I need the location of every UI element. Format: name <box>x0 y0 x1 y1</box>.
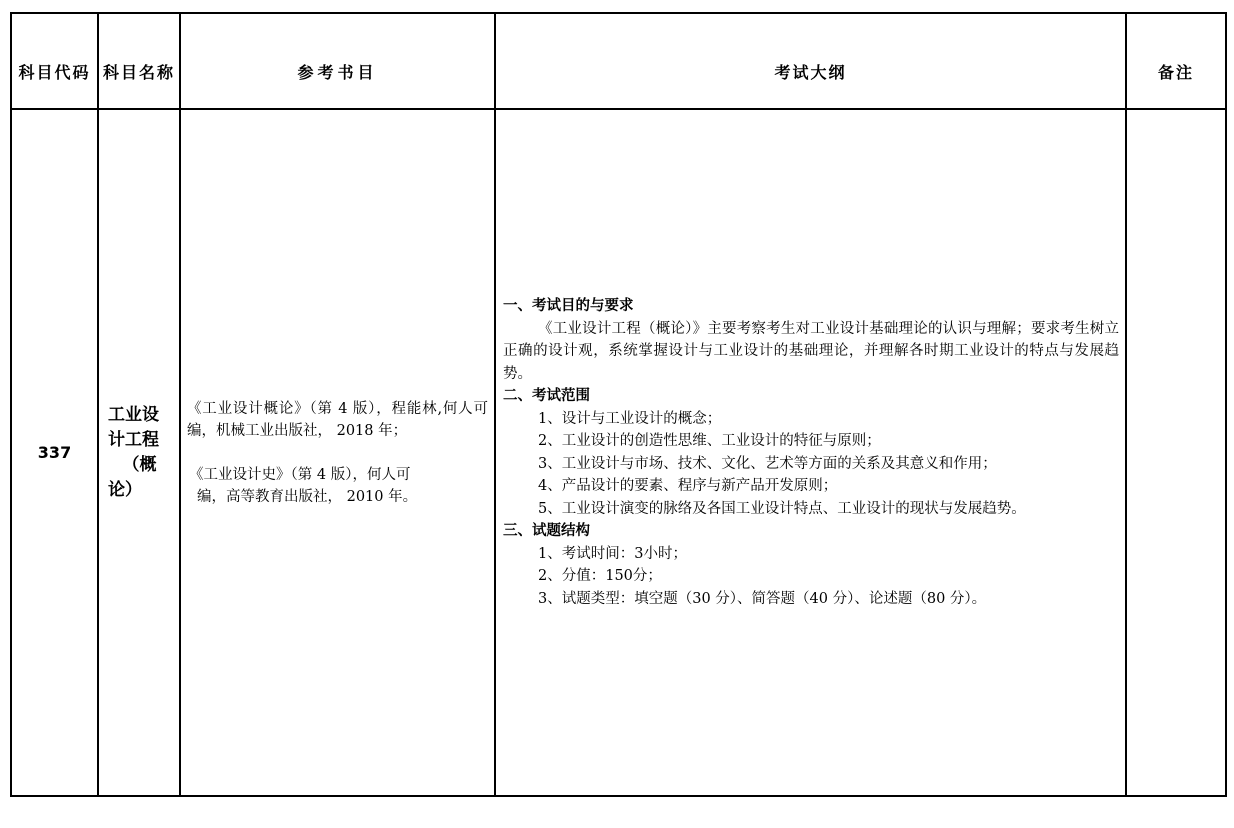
header-reference-books-label: 参考书目 <box>297 62 378 82</box>
list-item: 5、工业设计演变的脉络及各国工业设计特点、工业设计的现状与发展趋势。 <box>538 500 1026 517</box>
subject-name-line: 计工程 <box>108 429 159 450</box>
outline-section-purpose <box>503 295 1119 385</box>
header-subject-name-label: 科目名称 <box>102 62 175 82</box>
header-reference-books <box>180 13 495 109</box>
section-title: 一、考试目的与要求 <box>503 298 634 314</box>
header-exam-outline <box>495 13 1126 109</box>
reference-book-1: 《工业设计概论》（第 4 版），程能林,何人可编，机械工业出版社， 2018 年； <box>187 400 488 439</box>
list-item: 4、产品设计的要素、程序与新产品开发原则； <box>538 478 838 494</box>
subject-code: 337 <box>37 443 72 462</box>
reference-books-cell <box>180 109 495 796</box>
reference-book-2-line1: 《工业设计史》（第 4 版），何人可 <box>189 466 411 483</box>
header-remarks-label: 备注 <box>1157 62 1194 82</box>
list-item: 1、考试时间：3小时； <box>538 545 687 562</box>
list-item: 3、试题类型：填空题（30 分）、简答题（40 分）、论述题（80 分）。 <box>538 590 987 607</box>
remarks-cell <box>1126 109 1226 796</box>
subject-name-line: （概 <box>122 454 157 475</box>
header-subject-name <box>98 13 180 109</box>
list-item: 2、分值：150分； <box>538 568 662 584</box>
header-exam-outline-label: 考试大纲 <box>774 62 847 82</box>
reference-book-2-line2: 编，高等教育出版社， 2010 年。 <box>197 488 418 505</box>
header-subject-code <box>11 13 98 109</box>
header-subject-code-label: 科目代码 <box>18 62 91 82</box>
subject-name-line: 论） <box>108 479 142 500</box>
reference-book-2 <box>187 464 488 508</box>
outline-section-scope <box>503 385 1119 520</box>
subject-code-cell <box>11 109 98 796</box>
header-row <box>11 13 1226 109</box>
list-item: 2、工业设计的创造性思维、工业设计的特征与原则； <box>538 433 881 449</box>
list-item: 1、设计与工业设计的概念； <box>538 410 722 427</box>
header-remarks <box>1126 13 1226 109</box>
subject-name-line: 工业设 <box>108 404 159 425</box>
section-title: 三、试题结构 <box>503 523 590 539</box>
section-title: 二、考试范围 <box>503 388 590 404</box>
subject-name-cell <box>98 109 180 796</box>
section-paragraph: 《工业设计工程（概论）》主要考察考生对工业设计基础理论的认识与理解；要求考生树立正确的设计观，系统掌握设计与工业设计的基础理论，并理解各时期工业设计的特点与发展趋势。 <box>503 320 1119 382</box>
syllabus-table <box>10 12 1227 797</box>
exam-outline-cell <box>495 109 1126 796</box>
table-row <box>11 109 1226 796</box>
outline-section-structure <box>503 520 1119 610</box>
list-item: 3、工业设计与市场、技术、文化、艺术等方面的关系及其意义和作用； <box>538 455 997 472</box>
